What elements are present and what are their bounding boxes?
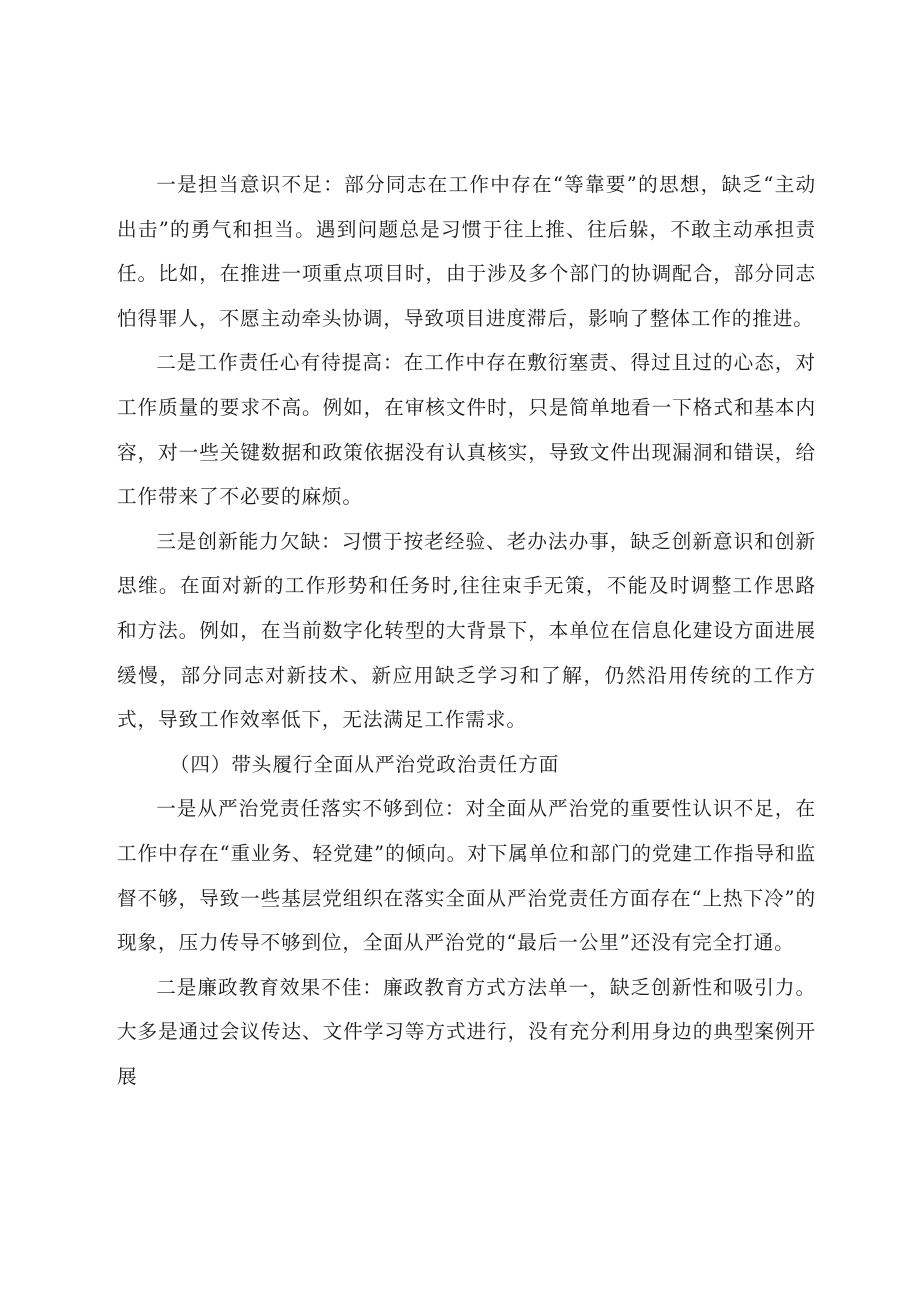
paragraph-innovation-ability: 三是创新能力欠缺：习惯于按老经验、老办法办事，缺乏创新意识和创新思维。在面对新的工作形势和任务时,往往束手无策，不能及时调整工作思路和方法。例如，在当前数字化转型的大背景下，本单位在信息化建设方面进展缓慢，部分同志对新技术、新应用缺乏学习和了解，仍然沿用传统的工作方式，导致工作效率低下，无法满足工作需求。 (117, 529, 816, 732)
document-body (117, 163, 816, 1099)
paragraph-integrity-education: 二是廉政教育效果不佳：廉政教育方式方法单一，缺乏创新性和吸引力。大多是通过会议传达、文件学习等方式进行，没有充分利用身边的典型案例开展 (117, 975, 816, 1088)
paragraph-work-responsibility: 二是工作责任心有待提高：在工作中存在敷衍塞责、得过且过的心态，对工作质量的要求不高。例如，在审核文件时，只是简单地看一下格式和基本内容，对一些关键数据和政策依据没有认真核实，导致文件出现漏洞和错误，给工作带来了不必要的麻烦。 (117, 351, 816, 509)
paragraph-responsibility-awareness: 一是担当意识不足：部分同志在工作中存在“等靠要”的思想，缺乏“主动出击”的勇气和担当。遇到问题总是习惯于往上推、往后躲，不敢主动承担责任。比如，在推进一项重点项目时，由于涉及多个部门的协调配合，部分同志怕得罪人，不愿主动牵头协调，导致项目进度滞后，影响了整体工作的推进。 (117, 173, 816, 330)
section-heading-four: （四）带头履行全面从严治党政治责任方面 (169, 752, 560, 776)
paragraph-party-discipline: 一是从严治党责任落实不够到位：对全面从严治党的重要性认识不足，在工作中存在“重业务、轻党建”的倾向。对下属单位和部门的党建工作指导和监督不够，导致一些基层党组织在落实全面从严治党责任方面存在“上热下冷”的现象，压力传导不够到位，全面从严治党的“最后一公里”还没有完全打通。 (117, 797, 816, 955)
